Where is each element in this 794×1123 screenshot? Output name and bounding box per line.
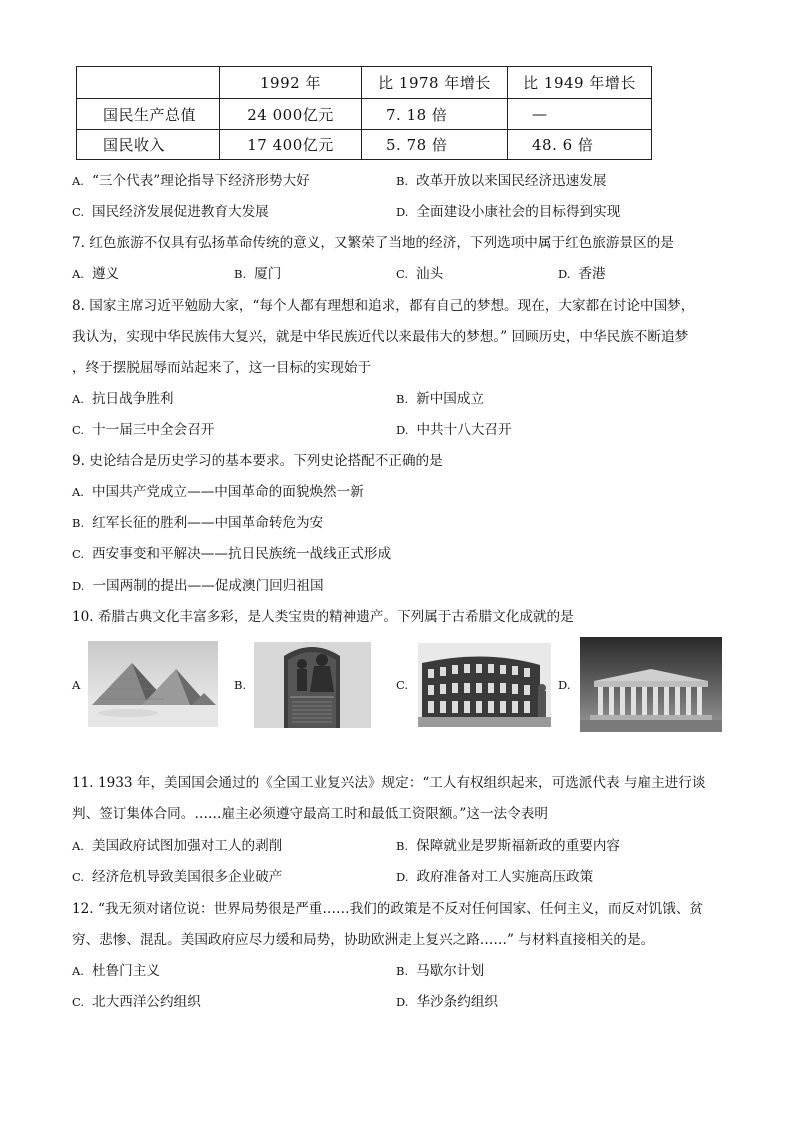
table-header-cell: 比 1978 年增长 <box>361 66 508 99</box>
q11-stem-line1: 11. 1933 年，美国国会通过的《全国工业复兴法》规定：“工人有权组织起来，可选派代表 与雇主进行谈 <box>72 775 706 791</box>
table-cell: — <box>507 98 652 130</box>
q7-option-b[interactable]: B. 厦门 <box>234 266 282 282</box>
q10-label-d: D. <box>558 678 571 692</box>
table-cell: 17 400亿元 <box>219 129 362 160</box>
q8-option-b[interactable]: B. 新中国成立 <box>396 391 485 407</box>
q11-stem-line2: 判、签订集体合同。……雇主必须遵守最高工时和最低工资限额。”这一法令表明 <box>72 806 548 822</box>
q8-option-a[interactable]: A. 抗日战争胜利 <box>72 391 174 407</box>
table-cell: 7. 18 倍 <box>361 98 508 130</box>
q9-option-a[interactable]: A. 中国共产党成立——中国革命的面貌焕然一新 <box>72 484 364 500</box>
q11-option-c[interactable]: C. 经济危机导致美国很多企业破产 <box>72 869 283 885</box>
colosseum-photo[interactable] <box>418 643 551 727</box>
q8-option-d[interactable]: D. 中共十八大召开 <box>396 422 512 438</box>
q8-stem-line3: ，终于摆脱屈辱而站起来了，这一目标的实现始于 <box>72 360 372 376</box>
q8-stem-line1: 8. 国家主席习近平勉励大家，“每个人都有理想和追求，都有自己的梦想。现在，大家都在讨论中国梦， <box>72 298 695 314</box>
q12-option-b[interactable]: B. 马歇尔计划 <box>396 963 485 979</box>
q7-option-a[interactable]: A. 遵义 <box>72 266 120 282</box>
table-header-empty <box>76 66 220 99</box>
q10-label-c: C. <box>396 678 409 692</box>
q12-option-d[interactable]: D. 华沙条约组织 <box>396 994 499 1010</box>
q12-option-c[interactable]: C. 北大西洋公约组织 <box>72 994 201 1010</box>
q9-stem: 9. 史论结合是历史学习的基本要求。下列史论搭配不正确的是 <box>72 453 443 469</box>
q11-option-b[interactable]: B. 保障就业是罗斯福新政的重要内容 <box>396 838 621 854</box>
q7-stem: 7. 红色旅游不仅具有弘扬革命传统的意义，又繁荣了当地的经济，下列选项中属于红色旅游景区的是 <box>72 235 674 251</box>
table-cell: 24 000亿元 <box>219 98 362 130</box>
table-cell: 5. 78 倍 <box>361 129 508 160</box>
table-row-label: 国民生产总值 <box>76 98 220 130</box>
parthenon-photo-icon <box>580 637 722 732</box>
q12-option-a[interactable]: A. 杜鲁门主义 <box>72 963 160 979</box>
table-header-cell: 比 1949 年增长 <box>507 66 652 99</box>
table-row-label: 国民收入 <box>76 129 220 160</box>
table-cell: 48. 6 倍 <box>507 129 652 160</box>
q9-option-b[interactable]: B. 红军长征的胜利——中国革命转危为安 <box>72 515 324 531</box>
q7-option-c[interactable]: C. 汕头 <box>396 266 444 282</box>
pyramids-photo[interactable] <box>88 641 218 727</box>
q11-option-a[interactable]: A. 美国政府试图加强对工人的剥削 <box>72 838 283 854</box>
q10-label-b: B. <box>234 678 247 692</box>
colosseum-photo-icon <box>418 643 551 727</box>
q12-stem-line2: 穷、悲惨、混乱。美国政府应尽力缓和局势，协助欧洲走上复兴之路……” 与材料直接相关的是。 <box>72 932 655 948</box>
q6-option-b[interactable]: B. 改革开放以来国民经济迅速发展 <box>396 173 607 189</box>
hammurabi-stele-photo[interactable] <box>254 642 371 728</box>
q9-option-c[interactable]: C. 西安事变和平解决——抗日民族统一战线正式形成 <box>72 546 392 562</box>
q10-stem: 10. 希腊古典文化丰富多彩，是人类宝贵的精神遗产。下列属于古希腊文化成就的是 <box>72 609 574 625</box>
q8-stem-line2: 我认为，实现中华民族伟大复兴，就是中华民族近代以来最伟大的梦想。” 回顾历史，中华民族不断追梦 <box>72 329 689 345</box>
q8-option-c[interactable]: C. 十一届三中全会召开 <box>72 422 215 438</box>
q12-stem-line1: 12. “我无须对诸位说：世界局势很是严重……我们的政策是不反对任何国家、任何主义，而反对饥饿、贫 <box>72 901 704 917</box>
table-header-cell: 1992 年 <box>219 66 362 99</box>
q7-option-d[interactable]: D. 香港 <box>558 266 606 282</box>
q6-option-c[interactable]: C. 国民经济发展促进教育大发展 <box>72 204 269 220</box>
stele-photo-icon <box>254 642 371 728</box>
parthenon-photo[interactable] <box>580 637 722 732</box>
q6-option-a[interactable]: A. “三个代表”理论指导下经济形势大好 <box>72 173 310 189</box>
q9-option-d[interactable]: D. 一国两制的提出——促成澳门回归祖国 <box>72 578 324 594</box>
pyramids-photo-icon <box>88 641 218 727</box>
q6-option-d[interactable]: D. 全面建设小康社会的目标得到实现 <box>396 204 621 220</box>
q11-option-d[interactable]: D. 政府准备对工人实施高压政策 <box>396 869 594 885</box>
q10-label-a: A <box>72 678 81 692</box>
